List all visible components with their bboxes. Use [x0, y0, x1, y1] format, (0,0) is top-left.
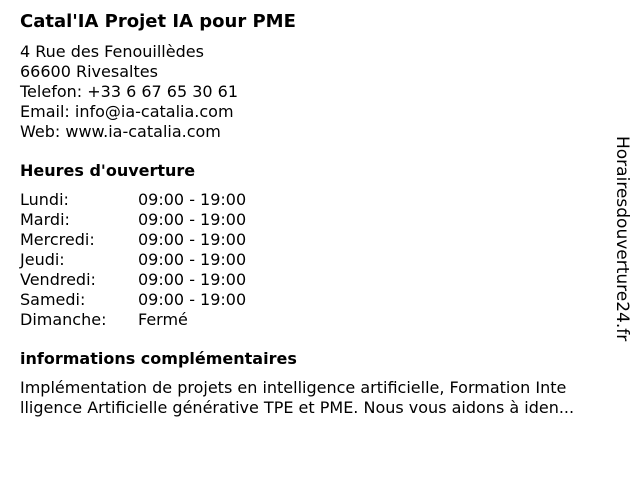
- additional-info-text: [20, 378, 620, 418]
- opening-hours-heading: Heures d'ouverture: [20, 161, 196, 180]
- day-label: Lundi:: [20, 190, 69, 209]
- day-hours: 09:00 - 19:00: [138, 270, 247, 289]
- hours-row-tuesday: [20, 210, 620, 230]
- hours-row-friday: [20, 270, 620, 290]
- hours-row-thursday: [20, 250, 620, 270]
- hours-row-monday: [20, 190, 620, 210]
- additional-info-line-1: Implémentation de projets en intelligence artificielle, Formation Inte: [20, 378, 567, 397]
- day-hours: 09:00 - 19:00: [138, 210, 247, 229]
- hours-row-wednesday: [20, 230, 620, 250]
- additional-info-heading: informations complémentaires: [20, 349, 297, 368]
- day-hours: Fermé: [138, 310, 188, 329]
- additional-info-line-2: lligence Artificielle générative TPE et PME. Nous vous aidons à iden...: [20, 398, 575, 417]
- hours-row-sunday: [20, 310, 620, 330]
- business-card: [20, 10, 620, 418]
- address-line-2: 66600 Rivesaltes: [20, 62, 158, 81]
- address-line-1: 4 Rue des Fenouillèdes: [20, 42, 204, 61]
- web-line: Web: www.ia-catalia.com: [20, 122, 221, 141]
- day-hours: 09:00 - 19:00: [138, 230, 247, 249]
- day-hours: 09:00 - 19:00: [138, 190, 247, 209]
- day-label: Vendredi:: [20, 270, 96, 289]
- day-label: Jeudi:: [20, 250, 65, 269]
- site-watermark: Horairesdouverture24.fr: [612, 136, 632, 342]
- day-label: Samedi:: [20, 290, 86, 309]
- day-label: Mardi:: [20, 210, 70, 229]
- business-name: Catal'IA Projet IA pour PME: [20, 11, 296, 32]
- phone-line: Telefon: +33 6 67 65 30 61: [20, 82, 239, 101]
- opening-hours-table: [20, 190, 620, 330]
- day-label: Dimanche:: [20, 310, 107, 329]
- day-hours: 09:00 - 19:00: [138, 290, 247, 309]
- email-line: Email: info@ia-catalia.com: [20, 102, 234, 121]
- hours-row-saturday: [20, 290, 620, 310]
- day-label: Mercredi:: [20, 230, 95, 249]
- day-hours: 09:00 - 19:00: [138, 250, 247, 269]
